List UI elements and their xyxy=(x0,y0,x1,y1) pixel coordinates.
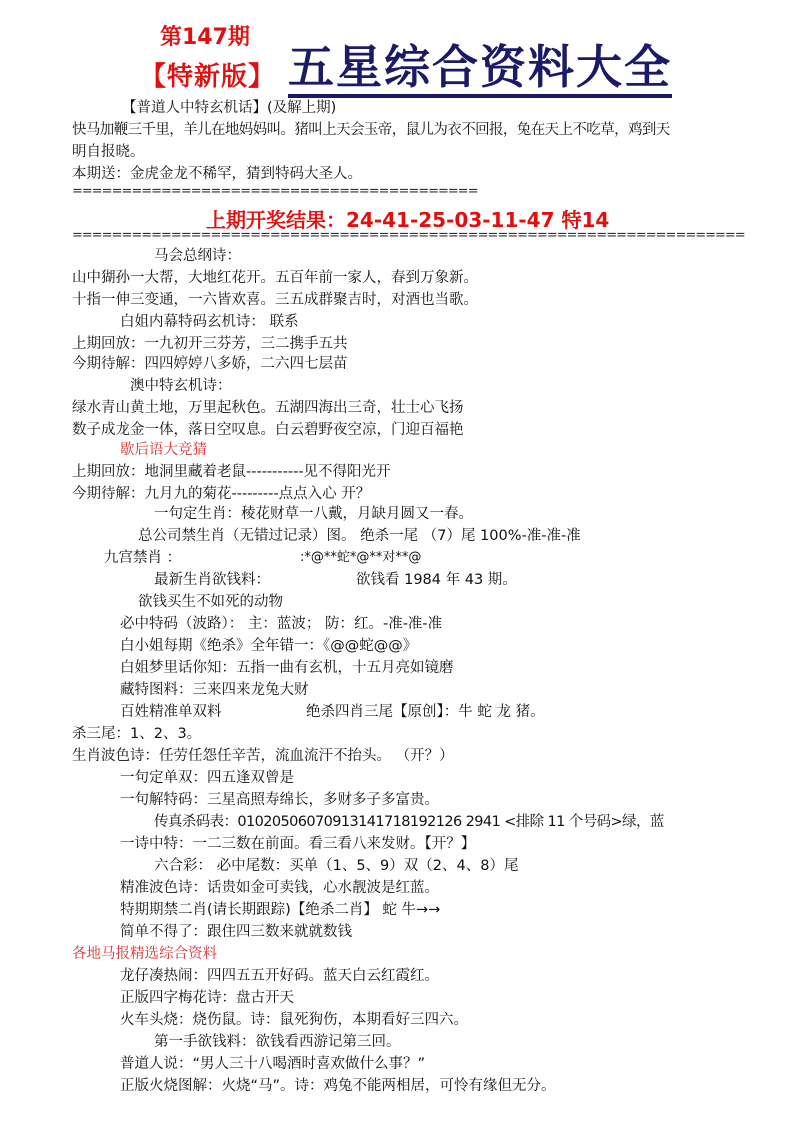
text-line: 杀三尾：1、2、3。 xyxy=(72,726,202,742)
text-line: 上期回放：地洞里藏着老鼠-----------见不得阳光开 xyxy=(72,464,391,480)
text-line: 九宫禁肖 ： xyxy=(104,550,182,566)
text-line: 绿水青山黄土地，万里起秋色。五湖四海出三奇，壮士心飞扬 xyxy=(72,400,464,416)
text-line: 正版四字梅花诗：盘古开天 xyxy=(120,990,294,1006)
text-line: 一句定单双：四五逢双曾是 xyxy=(120,770,294,786)
text-line: 百姓精准单双料 xyxy=(120,704,222,720)
text-line: 马会总纲诗： xyxy=(154,248,241,264)
text-line: 精准波色诗：话贵如金可卖钱，心水靓波是红蓝。 xyxy=(120,880,439,896)
text-line: 生肖波色诗：任劳任怨任辛苦，流血流汗不抬头。 （开？） xyxy=(72,748,454,764)
text-line: 十指一伸三变通，一六皆欢喜。三五成群聚吉时，对酒也当歌。 xyxy=(72,292,478,308)
text-line: 白姐梦里话你知：五指一曲有玄机，十五月亮如镜磨 xyxy=(120,660,454,676)
text-line: 最新生肖欲钱料： xyxy=(154,572,270,588)
text-line: 欲钱看 1984 年 43 期。 xyxy=(356,572,517,588)
text-line: 一句定生肖：稜花财草一八戴，月缺月圆又一春。 xyxy=(154,506,473,522)
text-line: 总公司禁生肖（无错过记录）图。 绝杀一尾 （7）尾 100%-准-准-准 xyxy=(138,528,581,544)
page-title: 五星综合资料大全 xyxy=(288,40,672,98)
text-line: 六合彩： 必中尾数：买单（1、5、9）双（2、4、8）尾 xyxy=(154,858,519,874)
text-line: 特期期禁二肖(请长期跟踪)【绝杀二肖】 蛇 牛→→ xyxy=(120,902,441,918)
edition-label: 【特新版】 xyxy=(140,62,276,92)
text-line: 一诗中特：一二三数在前面。看三看八来发财。【开？】 xyxy=(120,836,476,852)
text-line: 传真杀码表：01020506070913141718192126 2941 <排除 11 个号码>绿，蓝 xyxy=(154,814,664,830)
text-line: 藏特图料：三来四来龙兔大财 xyxy=(120,682,309,698)
text-line: 一句解特码：三星高照寿绵长，多财多子多富贵。 xyxy=(120,792,439,808)
text-line: 今期待解：四四婷婷八多娇，二六四七层苗 xyxy=(72,356,348,372)
section-heading: 歇后语大竞猜 xyxy=(120,442,207,458)
text-line: 数子成龙金一体，落日空叹息。白云碧野夜空凉，门迎百福艳 xyxy=(72,422,464,438)
text-line: 火车头烧：烧伤鼠。诗：鼠死狗伤，本期看好三四六。 xyxy=(120,1012,468,1028)
text-line: 明自报晓。 xyxy=(72,144,145,160)
text-line: 必中特码（波路）： 主：蓝波； 防：红。-准-准-准 xyxy=(120,616,443,632)
text-line: 快马加鞭三千里，羊儿在地妈妈叫。猪叫上天会玉帝，鼠儿为衣不回报，兔在天上不吃草，鸡到天 xyxy=(72,122,670,138)
text-line: 澳中特玄机诗： xyxy=(130,378,232,394)
text-line: 普道人说：“男人三十八喝酒时喜欢做什么事？” xyxy=(120,1056,426,1072)
text-line: 绝杀四肖三尾【原创】：牛 蛇 龙 猪。 xyxy=(306,704,545,720)
text-line: 白姐内幕特码玄机诗： 联系 xyxy=(120,314,299,330)
text-line: 今期待解：九月九的菊花---------点点入心 开？ xyxy=(72,486,371,502)
text-line: 龙仔凑热闹：四四五五开好码。蓝天白云红霞红。 xyxy=(120,968,439,984)
text-line: 本期送：金虎金龙不稀罕，猜到特码大圣人。 xyxy=(72,166,362,182)
text-line: 欲钱买生不如死的动物 xyxy=(138,594,283,610)
text-line: :*@**蛇*@**对**@ xyxy=(300,550,422,565)
text-line: 白小姐每期《绝杀》全年错一：《@@蛇@@》 xyxy=(120,638,418,654)
text-line: 第一手欲钱料：欲钱看西游记第三回。 xyxy=(154,1034,401,1050)
text-line: 【普道人中特玄机话】(及解上期) xyxy=(122,100,337,116)
draw-result: 上期开奖结果：24-41-25-03-11-47 特14 xyxy=(206,208,610,232)
text-line: 正版火烧图解：火烧“马”。诗：鸡兔不能两相居，可怜有缘但无分。 xyxy=(120,1078,556,1094)
separator: ==================================================================== xyxy=(72,228,745,243)
issue-number: 第147期 xyxy=(160,25,250,50)
separator: ========================================= xyxy=(72,184,478,199)
text-line: 上期回放：一九初开三芬芳，三二携手五共 xyxy=(72,336,348,352)
text-line: 山中猢孙一大帮，大地红花开。五百年前一家人，春到万象新。 xyxy=(72,270,478,286)
text-line: 简单不得了：跟住四三数来就就数钱 xyxy=(120,924,352,940)
section-heading: 各地马报精选综合资料 xyxy=(72,946,217,962)
